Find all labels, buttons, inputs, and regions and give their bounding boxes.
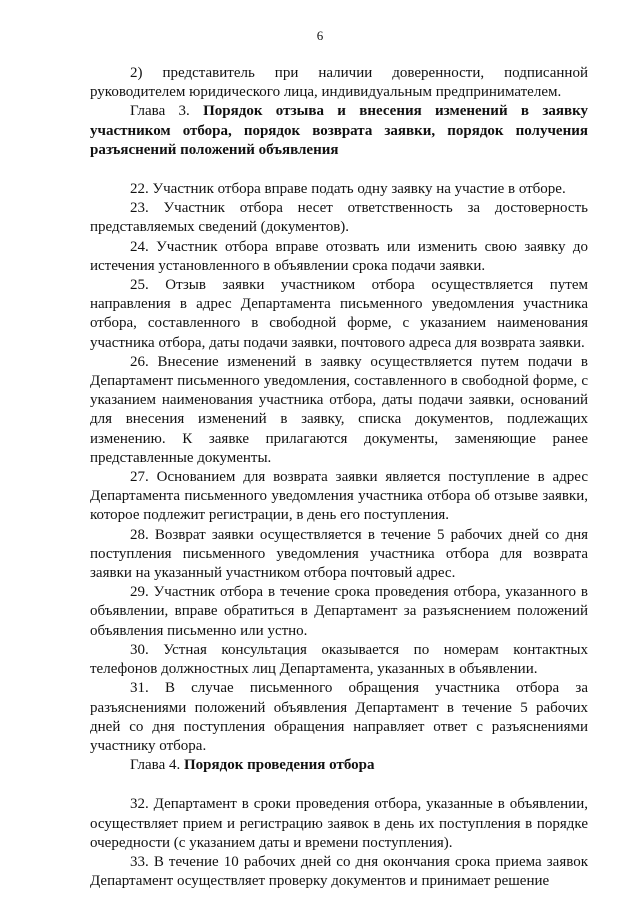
document-body [90,64,588,891]
intro-paragraph: 2) представитель при наличии доверенности, подписанной руководителем юридического лица, индивидуальным предпринимателем. [90,65,588,101]
chapter-4-prefix: Глава 4. [130,757,181,774]
chapter-3-prefix: Глава 3. [130,103,190,120]
paragraph-28: 28. Возврат заявки осуществляется в течение 5 рабочих дней со дня поступления письменного уведомления участника отбора для возврата заявки на указанный участником отбора почтовый адрес. [90,526,588,582]
paragraph-23: 23. Участник отбора несет ответственность за достоверность представляемых сведений (документов). [90,200,588,236]
paragraph-24: 24. Участник отбора вправе отозвать или изменить свою заявку до истечения установленного в объявлении срока подачи заявки. [90,238,588,274]
paragraph-26: 26. Внесение изменений в заявку осуществляется путем подачи в Департамент письменного уведомления, составленного в свободной форме, с указанием наименования участника отбора, даты подачи заявки, оснований для внесения изменений в заявку, списка документов, подлежащих изменению. К заявке прилагаются документы, заменяющие ранее представленные документы. [90,353,588,466]
paragraph-22: 22. Участник отбора вправе подать одну заявку на участие в отборе. [130,181,566,198]
paragraph-30: 30. Устная консультация оказывается по номерам контактных телефонов должностных лиц Департамента, указанных в объявлении. [90,641,588,678]
page-number: 6 [316,28,324,43]
paragraph-29: 29. Участник отбора в течение срока проведения отбора, указанного в объявлении, вправе обратиться в Департамент за разъяснением положений объявления письменно или устно. [90,584,588,639]
chapter-3-title: Порядок отзыва и внесения изменений в заявку участником отбора, порядок возврата заявки, порядок получения разъяснений положений объявления [90,103,588,158]
chapter-3-heading [90,102,588,160]
paragraph-32: 32. Департамент в сроки проведения отбора, указанные в объявлении, осуществляет прием и регистрацию заявок в день их поступления в порядке очередности (с указанием даты и времени поступления). [90,796,588,851]
paragraph-33: 33. В течение 10 рабочих дней со дня окончания срока приема заявок Департамент осуществляет проверку документов и принимает решение [90,853,588,890]
paragraph-27: 27. Основанием для возврата заявки является поступление в адрес Департамента письменного уведомления участника отбора об отзыве заявки, которое подлежит регистрации, в день его поступления. [90,469,588,524]
chapter-4-heading [90,756,588,775]
paragraph-31: 31. В случае письменного обращения участника отбора за разъяснениями положений объявления Департамент в течение 5 рабочих дней со дня поступления обращения направляет ответ с разъяснениями участнику отбора. [90,680,588,754]
chapter-4-title: Порядок проведения отбора [183,757,375,774]
paragraph-25: 25. Отзыв заявки участником отбора осуществляется путем направления в адрес Департамента письменного уведомления участника отбора, составленного в свободной форме, с указанием наименования участника отбора, даты подачи заявки, почтового адреса для возврата заявки. [90,277,588,351]
